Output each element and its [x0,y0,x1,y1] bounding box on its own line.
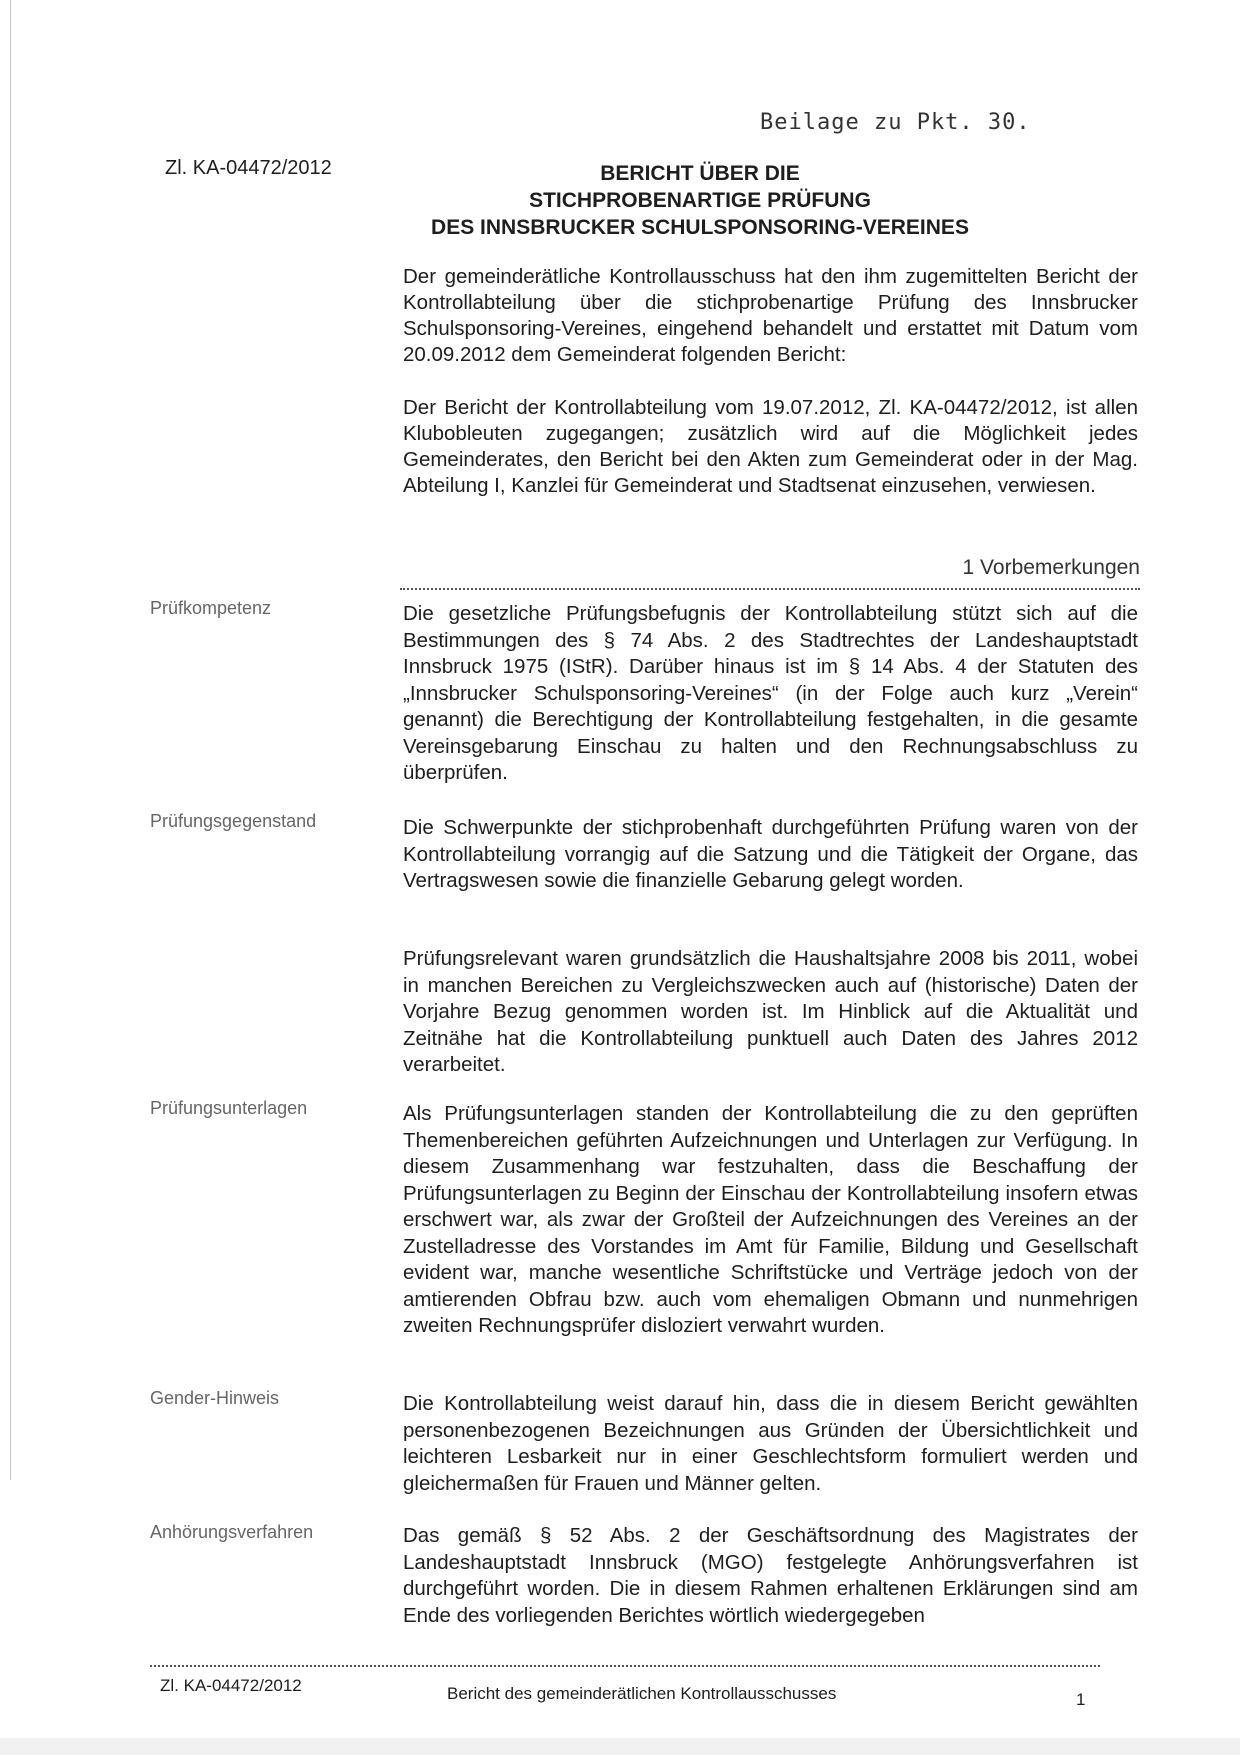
paragraph-pruefungsrelevant: Prüfungsrelevant waren grundsätzlich die Haushaltsjahre 2008 bis 2011, wobei in manchen Bereichen zu Vergleichszwecken auch auf (historische) Daten der Vorjahre Bezug genommen worden ist. Im Hinblick auf die Aktualität und Zeitnähe hat die Kontrollabteilung punktuell auch Daten des Jahres 2012 verarbeitet. [403,947,1138,1076]
margin-label-gender: Gender-Hinweis [150,1388,280,1408]
margin-label-pruefkompetenz: Prüfkompetenz [150,598,272,618]
page-number: 1 [1076,1690,1086,1709]
section-heading [400,556,1140,590]
margin-label-anhoerung: Anhörungsverfahren [150,1522,314,1542]
attachment-note: Beilage zu Pkt. 30. [760,110,1031,135]
title-line-1: BERICHT ÜBER DIE [600,162,800,185]
section-heading-text: 1 Vorbemerkungen [962,556,1140,579]
scan-bottom-strip [0,1738,1240,1755]
paragraph-pruefungsgegenstand: Die Schwerpunkte der stichprobenhaft durchgeführten Prüfung waren von der Kontrollabteilung vorrangig auf die Satzung und die Tätigkeit der Organe, das Vertragswesen sowie die finanzielle Gebarung gelegt worden. [403,816,1138,892]
title-line-3: DES INNSBRUCKER SCHULSPONSORING-VEREINES [431,216,969,239]
paragraph-pruefungsunterlagen: Als Prüfungsunterlagen standen der Kontrollabteilung die zu den geprüften Themenbereichen geführten Aufzeichnungen und Unterlagen zur Verfügung. In diesem Zusammenhang war festzuhalten, dass die Beschaffung der Prüfungsunterlagen zu Beginn der Einschau der Kontrollabteilung insofern etwas erschwert war, als zwar der Großteil der Aufzeichnungen des Vereines an der Zustelladresse des Vorstandes im Amt für Familie, Bildung und Gesellschaft evident war, manche wesentliche Schriftstücke und Verträge jedoch von der amtierenden Obfrau bzw. auch vom ehemaligen Obmann und nunmehrigen zweiten Rechnungsprüfer disloziert verwahrt wurden. [403,1102,1138,1337]
margin-label-pruefungsgegenstand: Prüfungsgegenstand [150,811,317,831]
scan-edge [10,0,11,1480]
margin-label-pruefungsunterlagen: Prüfungsunterlagen [150,1098,308,1118]
title-line-2: STICHPROBENARTIGE PRÜFUNG [529,189,871,212]
paragraph-anhoerung: Das gemäß § 52 Abs. 2 der Geschäftsordnung des Magistrates der Landeshauptstadt Innsbruck (MGO) festgelegte Anhörungsverfahren ist durchgeführt worden. Die in diesem Rahmen erhaltenen Erklärungen sind am Ende des vorliegenden Berichtes wörtlich wiedergegeben [403,1524,1138,1627]
footer-divider [150,1665,1100,1667]
reference-number: Zl. KA-04472/2012 [165,157,332,179]
footer-title: Bericht des gemeinderätlichen Kontrollausschusses [447,1684,837,1703]
paragraph-gender: Die Kontrollabteilung weist darauf hin, dass die in diesem Bericht gewählten personenbezogenen Bezeichnungen aus Gründen der Übersichtlichkeit und leichteren Lesbarkeit nur in einer Geschlechtsform formuliert werden und gleichermaßen für Frauen und Männer gelten. [403,1392,1138,1495]
document-title [405,160,995,241]
footer-reference: Zl. KA-04472/2012 [160,1676,302,1695]
intro-paragraph-2: Der Bericht der Kontrollabteilung vom 19.07.2012, Zl. KA-04472/2012, ist allen Klubobleuten zugegangen; zusätzlich wird auf die Möglichkeit jedes Gemeinderates, den Bericht bei den Akten zum Gemeinderat oder in der Mag. Abteilung I, Kanzlei für Gemeinderat und Stadtsenat einzusehen, verwiesen. [403,396,1138,497]
intro-paragraph-1: Der gemeinderätliche Kontrollausschuss hat den ihm zugemittelten Bericht der Kontrollabteilung über die stichprobenartige Prüfung des Innsbrucker Schulsponsoring-Vereines, eingehend behandelt und erstattet mit Datum vom 20.09.2012 dem Gemeinderat folgenden Bericht: [403,265,1138,366]
paragraph-pruefkompetenz: Die gesetzliche Prüfungsbefugnis der Kontrollabteilung stützt sich auf die Bestimmungen des § 74 Abs. 2 des Stadtrechtes der Landeshauptstadt Innsbruck 1975 (IStR). Darüber hinaus ist im § 14 Abs. 4 der Statuten des „Innsbrucker Schulsponsoring-Vereines“ (in der Folge auch kurz „Verein“ genannt) die Berechtigung der Kontrollabteilung festgehalten, in die gesamte Vereinsgebarung Einschau zu halten und den Rechnungsabschluss zu überprüfen. [403,602,1138,784]
